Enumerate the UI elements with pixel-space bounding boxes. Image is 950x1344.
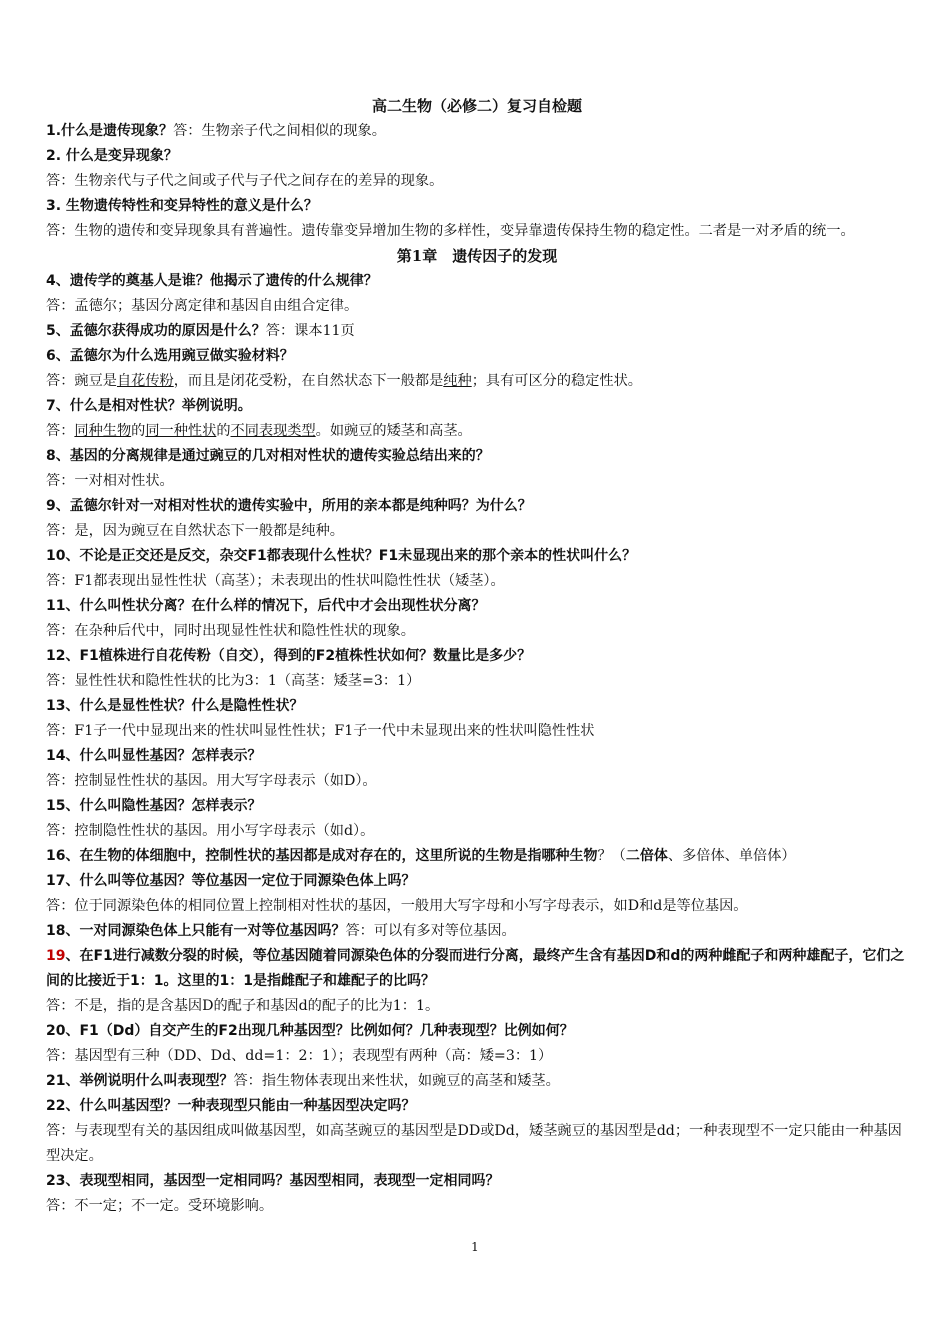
qa-1 [46, 119, 908, 144]
answer-6-underlined: 自花传粉 [116, 373, 174, 389]
question-4: 4、遗传学的奠基人是谁？他揭示了遗传的什么规律？ [46, 273, 378, 289]
page-number: 1 [471, 1240, 479, 1254]
question-18: 18、一对同源染色体上只能有一对等位基因吗？ [46, 923, 346, 939]
answer-10: 答：F1都表现出显性性状（高茎）；未表现出的性状叫隐性性状（矮茎）。 [46, 573, 505, 589]
answer-22: 答：与表现型有关的基因组成叫做基因型，如高茎豌豆的基因型是DD或Dd，矮茎豌豆的基因型是dd；一种表现型不一定只能由一种基因型决定。 [46, 1123, 902, 1164]
qa-21 [46, 1069, 908, 1094]
answer-8: 答：一对相对性状。 [46, 473, 174, 489]
answer-7-part: 的 [131, 423, 146, 439]
question-2: 2. 什么是变异现象？ [46, 148, 178, 164]
question-1: 1.什么是遗传现象？ [46, 123, 174, 139]
question-23: 23、表现型相同，基因型一定相同吗？基因型相同，表现型一定相同吗？ [46, 1173, 500, 1189]
question-12: 12、F1植株进行自花传粉（自交），得到的F2植株性状如何？数量比是多少？ [46, 648, 532, 664]
qa-5 [46, 319, 908, 344]
answer-11: 答：在杂种后代中，同时出现显性性状和隐性性状的现象。 [46, 623, 415, 639]
answer-7-underlined: 同种生物 [74, 423, 132, 439]
question-22: 22、什么叫基因型？一种表现型只能由一种基因型决定吗？ [46, 1098, 416, 1114]
answer-6-underlined: 纯种 [443, 373, 472, 389]
answer-1: 答：生物亲子代之间相似的现象。 [173, 123, 386, 139]
answer-6-part: ，而且是闭花受粉，在自然状态下一般都是 [173, 373, 444, 389]
chapter-heading: 第1章 遗传因子的发现 [396, 247, 558, 265]
question-19 [46, 944, 908, 994]
answer-7-underlined: 不同表现类型 [230, 423, 316, 439]
question-21: 21、举例说明什么叫表现型？ [46, 1073, 234, 1089]
answer-16-part: 、多倍体、单倍体） [667, 848, 796, 864]
answer-6-part: ；具有可区分的稳定性状。 [471, 373, 642, 389]
question-7: 7、什么是相对性状？举例说明。 [46, 398, 252, 414]
answer-23: 答：不一定；不一定。受环境影响。 [46, 1198, 274, 1214]
answer-7-underlined: 同一种性状 [145, 423, 217, 439]
question-8: 8、基因的分离规律是通过豌豆的几对相对性状的遗传实验总结出来的？ [46, 448, 490, 464]
question-20: 20、F1（Dd）自交产生的F2出现几种基因型？比例如何？几种表现型？比例如何？ [46, 1023, 574, 1039]
answer-2: 答：生物亲代与子代之间或子代与子代之间存在的差异的现象。 [46, 173, 444, 189]
question-16: 16、在生物的体细胞中，控制性状的基因都是成对存在的，这里所说的生物是指哪种生物 [46, 848, 598, 864]
qa-16 [46, 844, 908, 869]
question-17: 17、什么叫等位基因？等位基因一定位于同源染色体上吗？ [46, 873, 416, 889]
answer-13: 答：F1子一代中显现出来的性状叫显性性状；F1子一代中未显现出来的性状叫隐性性状 [46, 723, 595, 739]
answer-7-part: 。如豌豆的矮茎和高茎。 [315, 423, 472, 439]
question-15: 15、什么叫隐性基因？怎样表示？ [46, 798, 262, 814]
answer-7 [46, 419, 908, 444]
answer-19: 答：不是，指的是含基因D的配子和基因d的配子的比为1：1。 [46, 998, 440, 1014]
answer-20: 答：基因型有三种（DD、Dd、dd=1：2：1）；表现型有两种（高：矮=3：1） [46, 1048, 553, 1064]
answer-9: 答：是，因为豌豆在自然状态下一般都是纯种。 [46, 523, 344, 539]
question-13: 13、什么是显性性状？什么是隐性性状？ [46, 698, 304, 714]
document-title: 高二生物（必修二）复习自检题 [371, 97, 582, 115]
question-19-text: 、在F1进行减数分裂的时候，等位基因随着同源染色体的分裂而进行分离，最终产生含有基因D和d的两种雌配子和两种雄配子，它们之间的比接近于1：1。这里的1：1是指雌配子和雄配子的比吗？ [46, 948, 905, 989]
answer-12: 答：显性性状和隐性性状的比为3：1（高茎：矮茎=3：1） [46, 673, 421, 689]
question-3: 3. 生物遗传特性和变异特性的意义是什么？ [46, 198, 318, 214]
answer-3: 答：生物的遗传和变异现象具有普遍性。遗传靠变异增加生物的多样性，变异靠遗传保持生物的稳定性。二者是一对矛盾的统一。 [46, 223, 855, 239]
answer-7-part: 的 [216, 423, 231, 439]
qa-18 [46, 919, 908, 944]
question-14: 14、什么叫显性基因？怎样表示？ [46, 748, 262, 764]
question-9: 9、孟德尔针对一对相对性状的遗传实验中，所用的亲本都是纯种吗？为什么？ [46, 498, 532, 514]
answer-5: 答：课本11页 [265, 323, 355, 339]
answer-17: 答：位于同源染色体的相同位置上控制相对性状的基因，一般用大写字母和小写字母表示，如D和d是等位基因。 [46, 898, 748, 914]
answer-14: 答：控制显性性状的基因。用大写字母表示（如D）。 [46, 773, 377, 789]
answer-18: 答：可以有多对等位基因。 [345, 923, 516, 939]
answer-16-part: ？（ [597, 848, 626, 864]
question-6: 6、孟德尔为什么选用豌豆做实验材料？ [46, 348, 294, 364]
document-page [46, 94, 908, 1219]
answer-6-part: 答：豌豆是 [46, 373, 117, 389]
answer-15: 答：控制隐性性状的基因。用小写字母表示（如d）。 [46, 823, 375, 839]
answer-6 [46, 369, 908, 394]
answer-4: 答：孟德尔；基因分离定律和基因自由组合定律。 [46, 298, 359, 314]
question-10: 10、不论是正交还是反交，杂交F1都表现什么性状？F1未显现出来的那个亲本的性状叫什么？ [46, 548, 637, 564]
question-5: 5、孟德尔获得成功的原因是什么？ [46, 323, 266, 339]
answer-16-bold: 二倍体 [625, 848, 668, 864]
answer-21: 答：指生物体表现出来性状，如豌豆的高茎和矮茎。 [233, 1073, 560, 1089]
question-19-number: 19 [46, 948, 66, 964]
answer-7-part: 答： [46, 423, 75, 439]
question-11: 11、什么叫性状分离？在什么样的情况下，后代中才会出现性状分离？ [46, 598, 486, 614]
